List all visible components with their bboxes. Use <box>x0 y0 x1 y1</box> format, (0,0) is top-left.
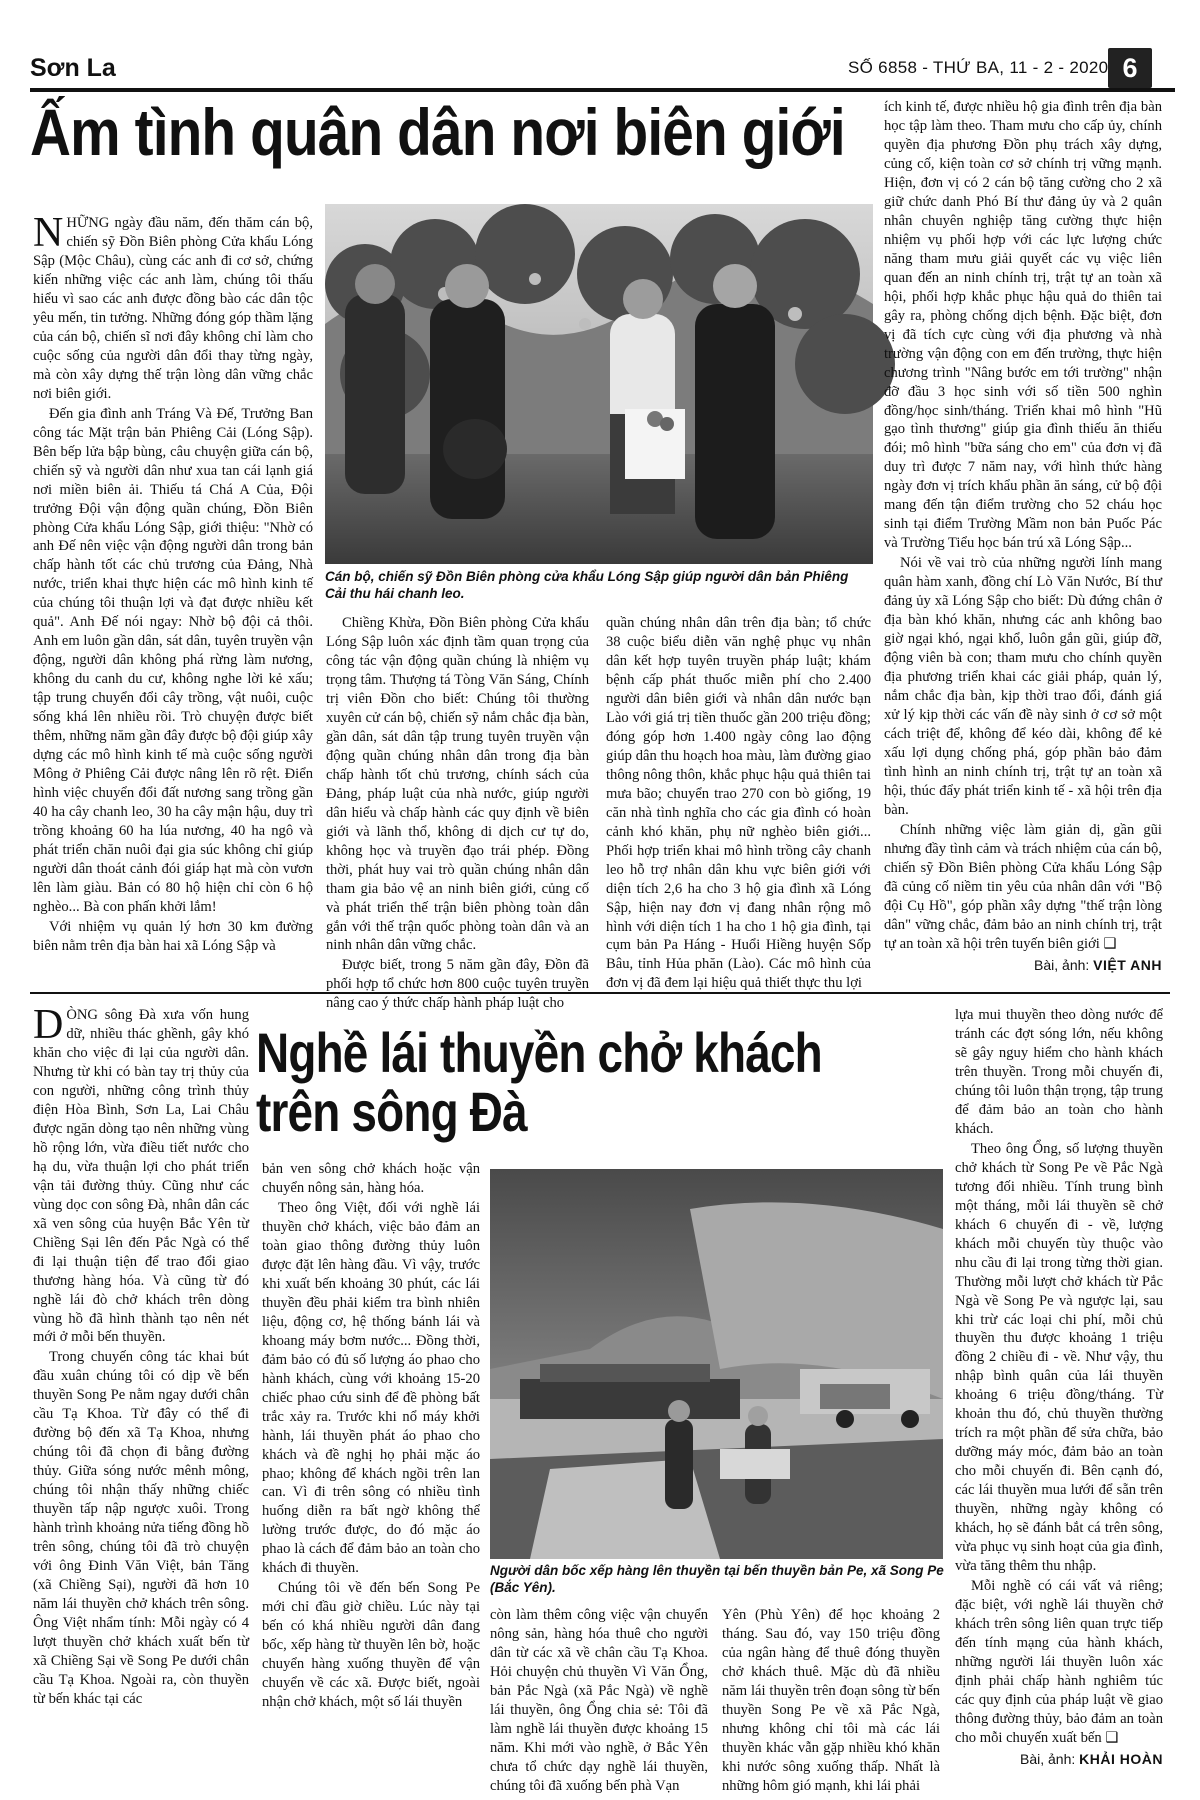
article2-title: Nghề lái thuyền chở khách trên sông Đà <box>256 1021 822 1143</box>
article2-column-3 <box>490 1606 708 1794</box>
article2-para: bản ven sông chở khách hoặc vận chuyển nông sản, hàng hóa. <box>262 1161 480 1196</box>
dropcap: N <box>33 210 64 256</box>
article2-para: Theo ông Việt, đối với nghề lái thuyền chở khách, việc bảo đảm an toàn giao thông đường thủy luôn được đặt lên hàng đầu. Vì vậy, trước khi xuất bến khoảng 30 phút, các lái thuyền đều phải kiểm tra bình nhiên liệu, động cơ, hệ thống bánh lái và khoang máy bơm nước... Đồng thời, đảm bảo có đủ số lượng áo phao cho hành khách, cùng với khoảng 15-20 chiếc phao cứu sinh để đề phòng bất trắc xảy ra. Trước khi nổ máy khởi hành, lái thuyền phát áo phao cho khách và đề nghị họ phải mặc áo phao; không để khách ngồi trên lan can. Vì đi trên sông có nhiều tình huống diễn ra bất ngờ không thể lường trước được, do đó mặc áo phao là cách để đảm bảo an toàn cho khách đi thuyền. <box>262 1199 480 1577</box>
article1-para: Nói về vai trò của những người lính mang quân hàm xanh, đồng chí Lò Văn Nước, Bí thư đảng ủy xã Lóng Sập cho biết: Dù đứng chân ở địa bàn khó khăn, nhưng các anh không bao giờ ngại khó, ngại khổ, luôn gắn gũi, giúp đỡ, động viên bà con; tham mưu cho chính quyền địa phương triển khai các giải pháp, quản lý, nắm chắc địa bàn, kịp thời trao đổi, đánh giá xử lý kịp thời các vấn đề này sinh ở cơ sở một cách triệt để, không để kéo dài, không để kẻ xấu lợi dụng chống phá, góp phần bảo đảm tình hình an ninh chính trị, trật tự an toàn xã hội, thúc đẩy phát triển kinh tế - xã hội trên địa bàn. <box>884 555 1162 818</box>
article2-para: DÒNG sông Đà xưa vốn hung dữ, nhiều thác ghềnh, gây khó khăn cho việc đi lại của người dân. Nhưng từ khi có bàn tay trị thủy của con người, những công trình thủy điện Hòa Bình, Sơn La, Lai Châu được ngăn dòng tạo nên những vùng hồ rộng lớn, vừa điều tiết nước cho hạ du, vừa thuận lợi cho phát triển vận tải đường thủy. Cũng như các vùng dọc con sông Đà, nhân dân các xã ven sông của huyện Bắc Yên từ Chiềng Sại lên đến Pắc Ngà có thể đi lại thuận tiện để trao đổi giao thương hàng hóa. Và cũng từ đó nghề lái đò chở khách trên dòng vùng hồ đã hình thành tạo nên nét mới ở mỗi bến thuyền. <box>33 1002 249 1346</box>
article2-para: Yên (Phù Yên) để học khoảng 2 tháng. Sau đó, vay 150 triệu đồng của ngân hàng để thuê đóng thuyền chở khách thuê. Mặc dù đã nhiều năm lái thuyền trên đoạn sông từ bến thuyền Song Pe về xã Pắc Ngà, nhưng không chỉ tôi mà các lái thuyền khác vẫn gặp nhiều khó khăn khi nước sông xuống thấp. Nhất là những hôm gió mạnh, khi lái phải <box>722 1607 940 1794</box>
article1-para: Được biết, trong 5 năm gần đây, Đồn đã phối hợp tổ chức hơn 800 cuộc tuyên truyền nâng cao ý thức chấp hành pháp luật cho <box>326 957 589 1012</box>
article-divider <box>30 992 1170 994</box>
article1-photo <box>325 204 873 564</box>
article1-para: NHỮNG ngày đầu năm, đến thăm cán bộ, chiến sỹ Đồn Biên phòng Cửa khẩu Lóng Sập (Mộc Châu), cùng các anh đi cơ sở, chứng kiến những việc các anh làm, chúng tôi thấu hiểu vì sao các anh được đồng bào các dân tộc yêu mến, tin tưởng. Những đóng góp thầm lặng của cán bộ, chiến sĩ nơi đây không chỉ làm cho cuộc sống của người dân đổi thay từng ngày, mà còn xây dựng thế trận lòng dân vững chắc nơi biên giới. <box>33 210 313 402</box>
article1-title: Ấm tình quân dân nơi biên giới <box>30 95 845 169</box>
article2-para: Trong chuyến công tác khai bút đầu xuân chúng tôi có dịp về bến thuyền Song Pe nằm ngay dưới chân cầu Tạ Khoa. Từ đây có thể đi đường bộ đến xã Tạ Khoa, nhưng chúng tôi đã chọn đi bằng đường thủy. Giữa sóng nước mênh mông, chúng tôi nhận thấy những chiếc thuyền tấp nập ngược xuôi. Trong hành trình khoảng nửa tiếng đồng hồ trên sông, chúng tôi đã trò chuyện với ông Đinh Văn Việt, bản Tăng (xã Chiềng Sại), người đã hơn 10 năm lái thuyền chở khách trên sông. Ông Việt nhẩm tính: Mỗi ngày có 4 lượt thuyền chở khách xuất bến từ xã Chiềng Sại về Song Pe dưới chân cầu Tạ Khoa. Ngoài ra, còn thuyền từ bến khác tại các <box>33 1349 249 1707</box>
article1-photo-caption: Cán bộ, chiến sỹ Đồn Biên phòng cửa khẩu Lóng Sập giúp người dân bản Phiêng Cải thu hái chanh leo. <box>325 569 849 602</box>
dropcap: D <box>33 1002 64 1048</box>
article1-para: ích kinh tế, được nhiều hộ gia đình trên địa bàn học tập làm theo. Tham mưu cho cấp ủy, chính quyền địa phương Đồn phụ trách xây dựng, củng cố, kiện toàn cơ sở chính trị vững mạnh. Hiện, đơn vị có 2 cán bộ tăng cường cho 2 xã giữ chức danh Phó Bí thư đảng ủy và 2 quân nhân chuyên nghiệp tăng cường thực hiện nhiệm vụ phối hợp với các lực lượng chức năng tham mưu giải quyết các vụ việc liên quan đến an ninh chính trị, trật tự an toàn xã hội, phối hợp khắc phục hậu quả do thiên tai gây ra, phòng chống dịch bệnh. Đặc biệt, đơn vị đã tích cực cùng với địa phương và nhà trường vận động con em đến trường, thực hiện chương trình "Nâng bước em tới trường" nhận đỡ đầu 3 học sinh với số tiền 500 nghìn đồng/học sinh/tháng. Triển khai mô hình "Hũ gạo tình thương" giúp gia đình thiếu ăn thiếu đói; mô hình "bữa sáng cho em" của đơn vị đã duy trì được 7 năm nay, với hình thức hàng ngày đơn vị trích khẩu phần ăn sáng, cử bộ đội mang đến tận điểm trường cho 52 cháu học sinh tại điểm Trường Mầm non bản Puốc Pác và Trường Tiểu học bán trú xã Lóng Sập... <box>884 99 1162 552</box>
article2-column-4 <box>722 1606 940 1794</box>
header-rule <box>30 88 1175 92</box>
article1-para: Chính những việc làm giản dị, gần gũi nhưng đầy tình cảm và trách nhiệm của cán bộ, chiến sỹ Đồn Biên phòng Cửa khẩu Lóng Sập đã củng cố niềm tin yêu của nhân dân với "Bộ đội Cụ Hồ", góp phần xây dựng "thế trận lòng dân" vững chắc, đảm bảo an ninh chính trị, trật tự an toàn xã hội trên tuyến biên giới ❑ <box>884 821 1162 952</box>
article1-column-1 <box>33 210 313 986</box>
article1-para: Với nhiệm vụ quản lý hơn 30 km đường biên nằm trên địa bàn hai xã Lóng Sập và <box>33 918 313 954</box>
article2-para: lựa mui thuyền theo dòng nước để tránh các đợt sóng lớn, nếu không sẽ gây nguy hiểm cho hành khách trên thuyền. Trong mỗi chuyến đi, chúng tôi luôn thận trọng, tập trung để đảm bảo an toàn cho hành khách. <box>955 1007 1163 1137</box>
section-name: Sơn La <box>30 54 116 82</box>
article1-column-3 <box>606 614 871 992</box>
orchard-photo-illustration <box>325 204 873 564</box>
article1-byline: Bài, ảnh: VIỆT ANH <box>1034 956 1162 973</box>
article2-para: Theo ông Ổng, số lượng thuyền chở khách từ Song Pe về Pắc Ngà tương đối nhiều. Tính trung bình một tháng, mỗi lái thuyền sẽ chở khách 6 chuyến đi - về, lượng khách mỗi chuyến tùy thuộc vào nhu cầu đi lại trong từng thời gian. Thường mỗi lượt chở khách từ Pắc Ngà về Song Pe và ngược lại, sau khi trừ các loại chi phí, mỗi chủ thuyền thu được khoảng 1 triệu đồng 2 chiều đi - về. Như vậy, thu nhập bình quân của lái thuyền khoảng 6 triệu đồng/tháng. Từ khoản thu đó, chủ thuyền thường trích ra một phần để sửa chữa, bảo dưỡng máy móc, đảm bảo an toàn cho mỗi chuyến đi. Bên cạnh đó, các lái thuyền mua lưới để sẵn trên thuyền, những ngày không có khách, họ sẽ đánh bắt cá trên sông, vừa phục vụ sinh hoạt của gia đình, vừa tăng thêm thu nhập. <box>955 1140 1163 1575</box>
page-number-badge: 6 <box>1108 48 1152 88</box>
article2-para: Chúng tôi về đến bến Song Pe mới chỉ đầu giờ chiều. Lúc này tại bến có khá nhiều người dân đang bốc, xếp hàng từ thuyền lên bờ, hoặc chuyển hàng xuống thuyền để vận chuyển về các xã. Được biết, ngoài nhận chở khách, một số lái thuyền <box>262 1580 480 1711</box>
article1-para: quần chúng nhân dân trên địa bàn; tổ chức 38 cuộc biểu diễn văn nghệ phục vụ nhân dân kết hợp tuyên truyền pháp luật; khám bệnh cấp phát thuốc miễn phí cho 2.400 người dân biên giới và nhân dân nước bạn Lào với giá trị tiền thuốc gần 200 triệu đồng; đóng góp hơn 1.400 ngày công lao động giúp dân thu hoạch hoa màu, làm đường giao thông nông thôn, khắc phục hậu quả thiên tai mưa bão; chuyển trao 270 con bò giống, 19 căn nhà tình nghĩa cho các gia đình có hoàn cảnh khó khăn, phụ nữ nghèo biên giới... Phối hợp triển khai mô hình trồng cây chanh leo hỗ trợ nhân dân khu vực biên giới với diện tích 2,6 ha cho 3 hộ gia đình xã Lóng Sập, hiện nay đơn vị đang nhân rộng mô hình với diện tích 1 ha cho 1 hộ gia đình, tại cụm bản Pa Háng - Huổi Hiềng huyện Sốp Bâu, tỉnh Hủa phăn (Lào). Các mô hình của đơn vị đã đem lại hiệu quả thiết thực thu lợi <box>606 615 871 992</box>
article2-para: Mỗi nghề có cái vất vả riêng; đặc biệt, với nghề lái thuyền chở khách trên sông liên quan trực tiếp đến tính mạng của hành khách, những người lái thuyền luôn xác định phải chấp hành nghiêm túc các quy định của pháp luật về giao thông đường thủy, bảo đảm an toàn cho mỗi chuyến xuất bến ❑ <box>955 1578 1163 1746</box>
river-pier-photo-illustration <box>490 1169 943 1559</box>
article2-para: còn làm thêm công việc vận chuyển nông sản, hàng hóa thuê cho người dân từ các xã về chân cầu Tạ Khoa. Hỏi chuyện chủ thuyền Vì Văn Ổng, bản Pắc Ngà (xã Pắc Ngà) về nghề lái thuyền, ông Ổng chia sẻ: Tôi đã làm nghề lái thuyền được khoảng 15 năm. Khi mới vào nghề, ở Bắc Yên chưa tổ chức dạy nghề lái thuyền, chúng tôi đã xuống bến phà Vạn <box>490 1607 708 1794</box>
article2-byline: Bài, ảnh: KHẢI HOÀN <box>1020 1750 1163 1767</box>
article1-column-4 <box>884 98 1162 984</box>
article2-column-5 <box>955 1006 1163 1788</box>
article2-photo <box>490 1169 943 1559</box>
article2-photo-caption: Người dân bốc xếp hàng lên thuyền tại bến thuyền bản Pe, xã Song Pe (Bắc Yên). <box>490 1563 944 1596</box>
article1-column-2 <box>326 614 589 1012</box>
article1-para: Chiềng Khừa, Đồn Biên phòng Cửa khẩu Lóng Sập luôn xác định tầm quan trọng của công tác vận động quần chúng là nhiệm vụ trọng tâm. Thượng tá Tòng Văn Sáng, Chính trị viên Đồn cho biết: Chúng tôi thường xuyên cử cán bộ, chiến sỹ nắm chắc địa bàn, gần dân, sát dân tập trung tuyên truyền vận động quần chúng nhân dân trong địa bàn chấp hành tốt chủ trương, chính sách của Đảng, pháp luật của nhà nước, giúp người dân hiểu và chấp hành các quy định về biên giới và lãnh thổ, không di dịch cư tự do, không học và truyền đạo trái phép. Đồng thời, phát huy vai trò quần chúng nhân dân tham gia bảo vệ an ninh biên giới, củng cố và phát triển thế trận biên phòng toàn dân gắn với thế trận quốc phòng toàn dân và an ninh nhân dân vững chắc. <box>326 615 589 954</box>
article2-column-2 <box>262 1160 480 1788</box>
article1-para: Đến gia đình anh Tráng Và Đế, Trưởng Ban công tác Mặt trận bản Phiêng Cải (Lóng Sập). Bên bếp lửa bập bùng, câu chuyện giữa cán bộ, chiến sỹ và người dân như xua tan cái lạnh giá nơi miền biên ải. Thiếu tá Chá A Của, Đội trưởng Đội vận động quần chúng, Đồn Biên phòng Cửa khẩu Lóng Sập, giới thiệu: "Nhờ có anh Đế nên việc vận động người dân trong bản chấp hành tốt các chủ trương của Đảng, Nhà nước, triển khai thực hiện các mô hình kinh tế của chúng tôi thuận lợi và đạt được nhiều kết quả". Anh Đế nói ngay: Nhờ bộ đội cả thôi. Anh em luôn gần dân, sát dân, tuyên truyền vận động, người dân không phá rừng làm nương, không du canh du cư, không nghe lời kẻ xấu; tập trung chuyển đổi cây trồng, vật nuôi, cuộc sống khá lên nhiều rồi. Trò chuyện được biết thêm, những năm gần đây được bộ đội giúp xây dựng các mô hình kinh tế mà cuộc sống người Mông ở Phiêng Cải được nâng lên rõ rệt. Điển hình việc chuyển đổi đất nương sang trồng gần 40 ha cây chanh leo, 30 ha cây mận hậu, duy trì trồng khoảng 60 ha lúa nương, 40 ha ngô và phát triển chăn nuôi đại gia súc không chỉ giúp người dân thoát cảnh đói giáp hạt mà còn vươn lên làm giàu. Bản có 80 hộ hiện chỉ còn 6 hộ nghèo... Bà con phấn khởi lắm! <box>33 405 313 915</box>
article2-column-1 <box>33 1002 249 1786</box>
issue-date-line: SỐ 6858 - THỨ BA, 11 - 2 - 2020 <box>848 58 1109 77</box>
